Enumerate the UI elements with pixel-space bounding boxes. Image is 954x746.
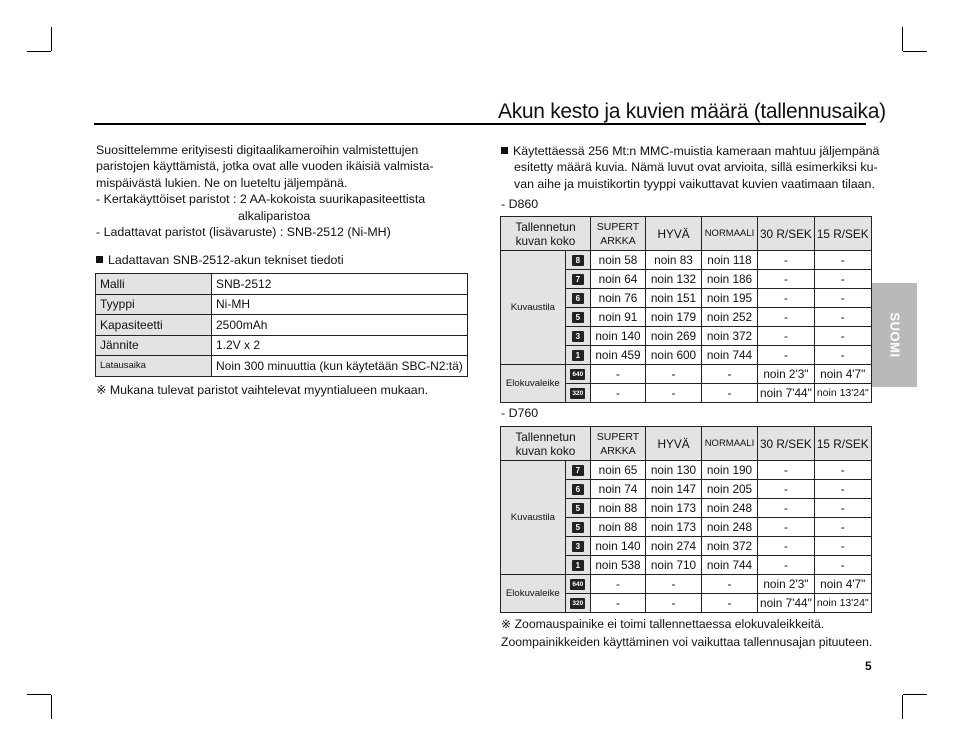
capacity-cell: - [758, 518, 815, 537]
header-text: kuvan koko [515, 443, 576, 458]
table-row [96, 294, 468, 315]
memory-line-text: Käytettäessä 256 Mt:n MMC-muistia kameraan mahtuu jäljempänä [513, 144, 880, 158]
capacity-cell: - [591, 575, 646, 594]
page-title: Akun kesto ja kuvien määrä (tallennusaika) [498, 100, 886, 123]
size-icon-cell [565, 384, 590, 403]
capacity-cell: - [758, 308, 815, 327]
crop-mark [903, 694, 927, 695]
capacity-cell: noin 195 [702, 289, 758, 308]
crop-mark [51, 695, 52, 719]
capacity-cell: noin 7'44" [758, 384, 815, 403]
mode-group-label: Elokuvaleike [501, 365, 566, 403]
image-size-icon: 5 [572, 503, 584, 514]
capacity-cell: noin 744 [702, 346, 758, 365]
capacity-cell: noin 83 [646, 251, 702, 270]
capacity-cell: - [814, 556, 871, 575]
capacity-cell: - [758, 346, 815, 365]
capacity-cell: noin 248 [702, 518, 758, 537]
capacity-cell: noin 76 [591, 289, 646, 308]
capacity-cell: noin 248 [702, 499, 758, 518]
size-icon-cell [565, 480, 590, 499]
intro-line: - Kertakäyttöiset paristot : 2 AA-kokoista suurikapasiteettista [96, 192, 426, 207]
capacity-cell: - [702, 594, 758, 613]
image-size-icon: 6 [572, 293, 584, 304]
image-size-icon: 320 [570, 598, 585, 609]
capacity-cell: noin 91 [591, 308, 646, 327]
intro-line: Suosittelemme erityisesti digitaalikameroihin valmistettujen [96, 143, 419, 157]
image-size-icon: 3 [572, 541, 584, 552]
size-icon-cell [565, 537, 590, 556]
model-label-d760: - D760 [501, 406, 539, 420]
capacity-cell: - [591, 594, 646, 613]
spec-value: SNB-2512 [212, 274, 468, 295]
image-size-icon: 640 [570, 369, 585, 380]
capacity-cell: noin 88 [591, 499, 646, 518]
header-text: ARKKA [600, 234, 636, 247]
header-15fps: 15 R/SEK [814, 427, 871, 461]
capacity-cell: - [814, 327, 871, 346]
mode-group-label: Elokuvaleike [501, 575, 566, 613]
capacity-cell: - [758, 289, 815, 308]
image-size-icon: 1 [572, 560, 584, 571]
memory-line: van aihe ja muistikortin tyyppi vaikuttavat kuvien vaatimaan tilaan. [514, 176, 875, 191]
table-row [96, 335, 468, 356]
battery-note: ※ Mukana tulevat paristot vaihtelevat myyntialueen mukaan. [96, 383, 429, 397]
intro-line: - Ladattavat paristot (lisävaruste) : SNB-2512 (Ni-MH) [96, 225, 391, 240]
spec-key: Tyyppi [96, 294, 212, 315]
image-size-icon: 7 [572, 274, 584, 285]
spec-value: 1.2V x 2 [212, 335, 468, 356]
size-icon-cell [565, 461, 590, 480]
page-number: 5 [865, 659, 872, 673]
capacity-cell: noin 744 [702, 556, 758, 575]
image-size-icon: 320 [570, 388, 585, 399]
capacity-cell: noin 58 [591, 251, 646, 270]
spec-heading [96, 253, 344, 267]
header-text: Tallennetun [515, 429, 576, 444]
size-icon-cell [565, 365, 590, 384]
capacity-cell: - [646, 384, 702, 403]
table-row [96, 274, 468, 295]
table-header-row [501, 217, 872, 251]
size-icon-cell [565, 251, 590, 270]
capacity-cell: noin 2'3" [758, 365, 815, 384]
capacity-cell: noin 151 [646, 289, 702, 308]
capacity-cell: - [814, 270, 871, 289]
capacity-cell: noin 4'7" [814, 365, 871, 384]
header-30fps: 30 R/SEK [758, 427, 815, 461]
capacity-cell: - [758, 461, 815, 480]
size-icon-cell [565, 556, 590, 575]
square-bullet-icon [501, 147, 508, 154]
image-size-icon: 5 [572, 522, 584, 533]
header-text: Tallennetun [515, 219, 576, 234]
capacity-cell: noin 140 [591, 327, 646, 346]
image-size-icon: 1 [572, 350, 584, 361]
size-icon-cell [565, 270, 590, 289]
header-hyva: HYVÄ [646, 427, 702, 461]
capacity-cell: noin 147 [646, 480, 702, 499]
capacity-cell: noin 205 [702, 480, 758, 499]
capacity-cell: - [591, 365, 646, 384]
memory-paragraph [501, 143, 880, 192]
capacity-table-d760 [500, 426, 872, 613]
spec-key: Latausaika [96, 356, 212, 377]
size-icon-cell [565, 594, 590, 613]
table-row [501, 461, 872, 480]
capacity-cell: - [702, 575, 758, 594]
capacity-cell: - [814, 537, 871, 556]
spec-value: Noin 300 minuuttia (kun käytetään SBC-N2:tä) [212, 356, 468, 377]
size-icon-cell [565, 346, 590, 365]
capacity-cell: - [814, 461, 871, 480]
table-row [96, 315, 468, 336]
capacity-cell: noin 600 [646, 346, 702, 365]
capacity-cell: - [591, 384, 646, 403]
capacity-cell: - [814, 289, 871, 308]
header-supert [591, 217, 646, 251]
spec-key: Jännite [96, 335, 212, 356]
image-size-icon: 8 [572, 255, 584, 266]
table-header-row [501, 427, 872, 461]
capacity-cell: - [758, 270, 815, 289]
spec-key: Malli [96, 274, 212, 295]
capacity-cell: noin 459 [591, 346, 646, 365]
capacity-cell: - [646, 365, 702, 384]
crop-mark [903, 51, 927, 52]
capacity-cell: noin 173 [646, 499, 702, 518]
title-rule [94, 123, 866, 125]
crop-mark [902, 27, 903, 51]
size-icon-cell [565, 518, 590, 537]
capacity-cell: noin 64 [591, 270, 646, 289]
header-text: ARKKA [600, 444, 636, 457]
capacity-cell: - [758, 480, 815, 499]
mode-group-label: Kuvaustila [501, 461, 566, 575]
capacity-cell: noin 4'7" [814, 575, 871, 594]
capacity-cell: - [646, 594, 702, 613]
header-size [501, 217, 591, 251]
capacity-cell: - [814, 346, 871, 365]
header-text: kuvan koko [515, 233, 576, 248]
capacity-cell: noin 252 [702, 308, 758, 327]
image-size-icon: 6 [572, 484, 584, 495]
capacity-cell: noin 118 [702, 251, 758, 270]
header-supert [591, 427, 646, 461]
size-icon-cell [565, 308, 590, 327]
memory-line: esitetty määrä kuvia. Nämä luvut ovat arvioita, sillä esimerkiksi ku- [514, 160, 878, 175]
size-icon-cell [565, 499, 590, 518]
header-15fps: 15 R/SEK [814, 217, 871, 251]
crop-mark [51, 27, 52, 51]
header-text: SUPERT [596, 220, 640, 233]
capacity-cell: noin 7'44" [758, 594, 815, 613]
capacity-cell: noin 13'24" [814, 384, 871, 403]
table-row [96, 356, 468, 377]
intro-paragraph [96, 142, 476, 240]
capacity-cell: noin 88 [591, 518, 646, 537]
capacity-cell: noin 2'3" [758, 575, 815, 594]
capacity-cell: noin 13'24" [814, 594, 871, 613]
crop-mark [27, 51, 51, 52]
language-tab [872, 283, 917, 387]
image-size-icon: 3 [572, 331, 584, 342]
spec-value: 2500mAh [212, 315, 468, 336]
crop-mark [902, 695, 903, 719]
capacity-cell: noin 74 [591, 480, 646, 499]
size-icon-cell [565, 575, 590, 594]
header-text: SUPERT [596, 430, 640, 443]
capacity-cell: noin 274 [646, 537, 702, 556]
image-size-icon: 7 [572, 465, 584, 476]
capacity-cell: - [758, 499, 815, 518]
capacity-cell: noin 372 [702, 327, 758, 346]
spec-heading-text: Ladattavan SNB-2512-akun tekniset tiedoti [108, 253, 344, 267]
header-hyva: HYVÄ [646, 217, 702, 251]
crop-mark [27, 694, 51, 695]
intro-line: alkaliparistoa [238, 208, 311, 223]
capacity-cell: - [702, 384, 758, 403]
capacity-cell: noin 190 [702, 461, 758, 480]
capacity-cell: noin 173 [646, 518, 702, 537]
mode-group-label: Kuvaustila [501, 251, 566, 365]
capacity-cell: - [814, 251, 871, 270]
intro-line: mispäivästä lukien. Ne on lueteltu jäljempänä. [96, 175, 348, 190]
spec-key: Kapasiteetti [96, 315, 212, 336]
capacity-cell: noin 269 [646, 327, 702, 346]
battery-spec-table [95, 273, 468, 377]
image-size-icon: 640 [570, 579, 585, 590]
model-label-d860: - D860 [501, 197, 539, 211]
header-normaali: NORMAALI [702, 427, 758, 461]
size-icon-cell [565, 289, 590, 308]
table-row [501, 365, 872, 384]
capacity-cell: - [814, 499, 871, 518]
capacity-cell: - [814, 308, 871, 327]
capacity-cell: - [814, 518, 871, 537]
table-row [501, 251, 872, 270]
intro-line: paristojen käyttämistä, jotka ovat alle vuoden ikäisiä valmista- [96, 159, 434, 174]
capacity-cell: noin 372 [702, 537, 758, 556]
footnote-line: Zoompainikkeiden käyttäminen voi vaikuttaa tallennusajan pituuteen. [501, 635, 873, 649]
footnote-line: ※ Zoomauspainike ei toimi tallennettaessa elokuvaleikkeitä. [501, 617, 825, 631]
capacity-cell: noin 710 [646, 556, 702, 575]
capacity-cell: - [758, 251, 815, 270]
capacity-cell: - [646, 575, 702, 594]
capacity-cell: - [814, 480, 871, 499]
spec-value: Ni-MH [212, 294, 468, 315]
capacity-cell: noin 140 [591, 537, 646, 556]
capacity-cell: noin 538 [591, 556, 646, 575]
size-icon-cell [565, 327, 590, 346]
zoom-footnote [501, 615, 872, 651]
image-size-icon: 5 [572, 312, 584, 323]
capacity-cell: - [758, 556, 815, 575]
capacity-cell: noin 65 [591, 461, 646, 480]
capacity-cell: noin 186 [702, 270, 758, 289]
capacity-cell: - [702, 365, 758, 384]
header-size [501, 427, 591, 461]
capacity-cell: noin 130 [646, 461, 702, 480]
header-30fps: 30 R/SEK [758, 217, 815, 251]
language-tab-label: SUOMI [887, 312, 902, 358]
capacity-cell: noin 132 [646, 270, 702, 289]
capacity-cell: - [758, 537, 815, 556]
capacity-table-d860 [500, 216, 872, 403]
table-row [501, 575, 872, 594]
capacity-cell: noin 179 [646, 308, 702, 327]
capacity-cell: - [758, 327, 815, 346]
square-bullet-icon [96, 256, 103, 263]
header-normaali: NORMAALI [702, 217, 758, 251]
memory-line [501, 143, 880, 159]
